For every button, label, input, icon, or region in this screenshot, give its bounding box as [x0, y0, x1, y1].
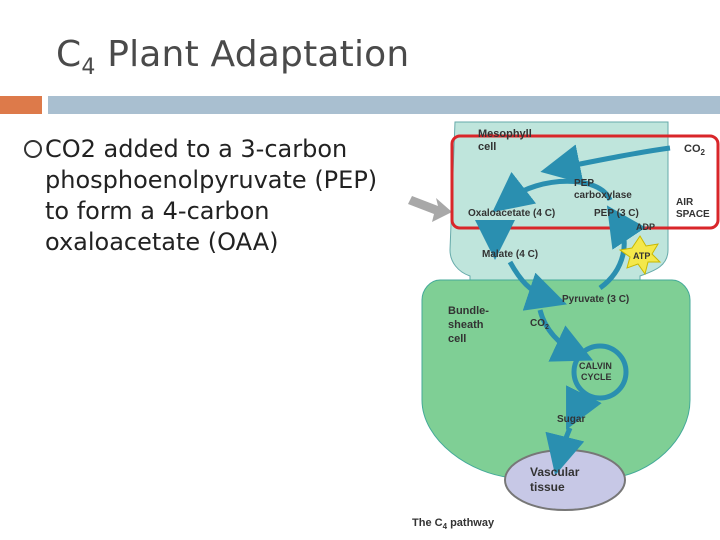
bundle-sheath-label-2: sheath — [448, 319, 484, 331]
pep-carboxylase-label-1: PEP — [574, 178, 595, 189]
bundle-sheath-label-1: Bundle- — [448, 305, 489, 317]
title-subscript: 4 — [81, 55, 96, 81]
title-rest: Plant Adaptation — [95, 34, 410, 75]
air-space-label-2: SPACE — [676, 209, 710, 220]
mesophyll-label-1: Mesophyll — [478, 128, 532, 140]
sugar-label: Sugar — [557, 414, 586, 425]
title-c: C — [56, 34, 82, 75]
vascular-label-2: tissue — [530, 480, 565, 494]
pointer-arrow — [408, 196, 452, 222]
pyruvate-label: Pyruvate (3 C) — [562, 294, 630, 305]
bullet-line-3: to form a 4-carbon — [45, 197, 270, 225]
bullet-line-4: oxaloacetate (OAA) — [45, 228, 279, 256]
mesophyll-label-2: cell — [478, 141, 497, 153]
calvin-label-1: CALVIN — [579, 361, 612, 371]
pep-label: PEP (3 C) — [594, 208, 639, 219]
co2-mid-label: $CO_2$ — [530, 318, 549, 331]
bundle-sheath-label-3: cell — [448, 333, 467, 345]
malate-label: Malate (4 C) — [482, 249, 539, 260]
co2-top-label: $CO_2$ — [684, 143, 705, 157]
adp-label: ADP — [636, 222, 656, 232]
vascular-tissue-shape — [505, 450, 625, 510]
pathway-caption: The $C_4$ pathway — [412, 517, 495, 531]
oxaloacetate-label: Oxaloacetate (4 C) — [468, 208, 556, 219]
air-space-label-1: AIR — [676, 197, 694, 208]
atp-label: ATP — [633, 251, 651, 261]
pep-carboxylase-label-2: carboxylase — [574, 190, 632, 201]
vascular-label-1: Vascular — [530, 465, 580, 479]
calvin-label-2: CYCLE — [581, 372, 612, 382]
bullet-line-1: CO2 added to a 3-carbon — [45, 135, 348, 163]
bullet-line-2: phosphoenolpyruvate (PEP) — [45, 166, 378, 194]
